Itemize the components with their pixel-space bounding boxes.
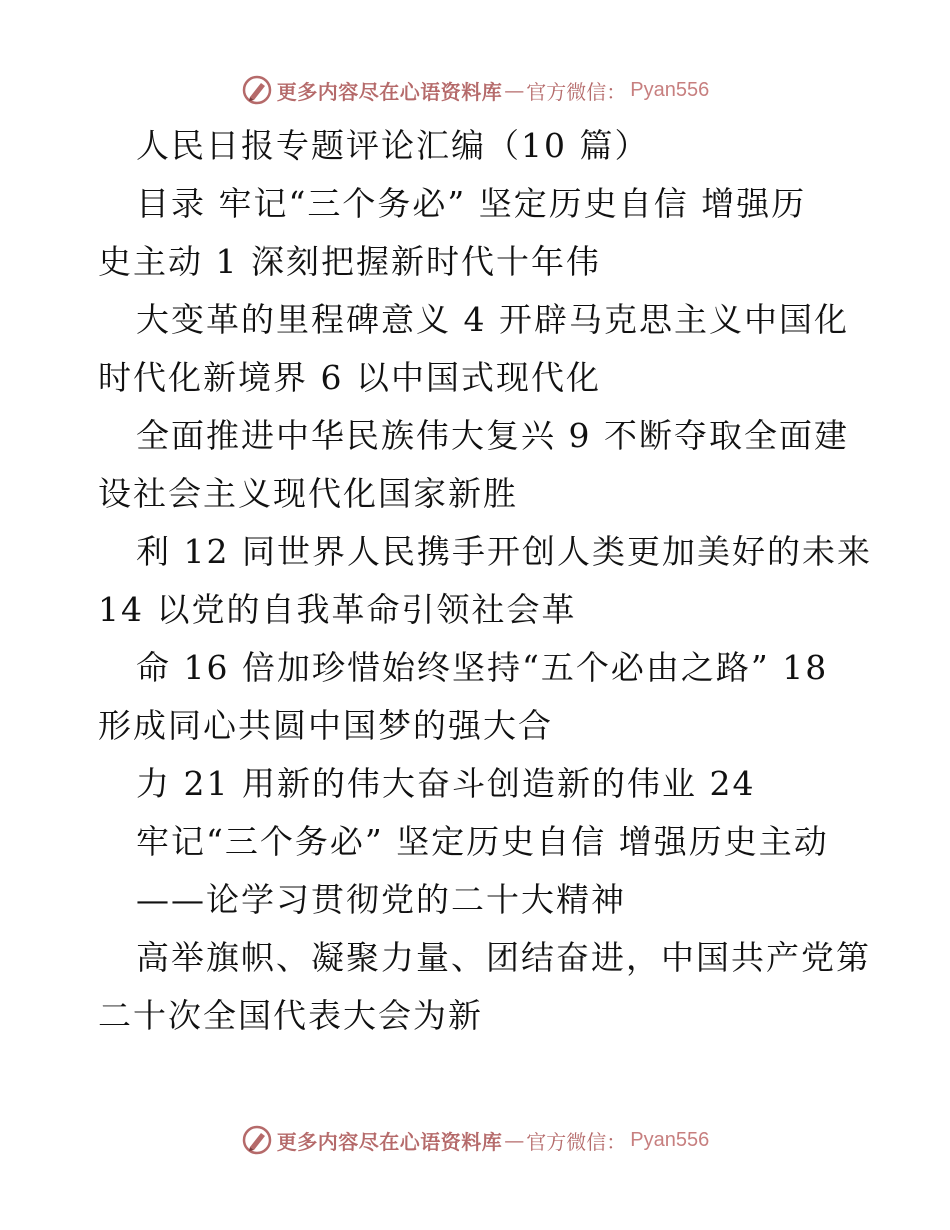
watermark-dash: — — [504, 78, 525, 102]
footer-watermark — [0, 1120, 950, 1160]
document-title: 人民日报专题评论汇编（10 篇） — [136, 126, 650, 165]
watermark-dash: — — [504, 1128, 525, 1152]
text-line: 史主动 1 深刻把握新时代十年伟 — [98, 242, 601, 281]
text-line: 利 12 同世界人民携手开创人类更加美好的未来 — [136, 532, 872, 571]
section-subheading: ——论学习贯彻党的二十大精神 — [136, 880, 626, 919]
text-line: 命 16 倍加珍惜始终坚持“五个必由之路” 18 — [136, 648, 829, 687]
text-line: 时代化新境界 6 以中国式现代化 — [98, 358, 601, 397]
text-line: 14 以党的自我革命引领社会革 — [98, 590, 577, 629]
text-line: 全面推进中华民族伟大复兴 9 不断夺取全面建 — [136, 416, 849, 455]
text-line: 形成同心共圆中国梦的强大合 — [98, 706, 553, 745]
watermark-text: 更多内容尽在心语资料库 — [276, 79, 503, 104]
document-body — [98, 117, 872, 1045]
pen-logo-icon — [241, 74, 273, 106]
text-line: 力 21 用新的伟大奋斗创造新的伟业 24 — [136, 764, 756, 803]
paragraph-line: 高举旗帜、凝聚力量、团结奋进，中国共产党第 — [136, 938, 871, 977]
watermark-label: 官方微信： — [526, 1129, 627, 1154]
text-line: 目录 牢记“三个务必” 坚定历史自信 增强历 — [136, 184, 807, 223]
text-line: 大变革的里程碑意义 4 开辟马克思主义中国化 — [136, 300, 849, 339]
pen-logo-icon — [241, 1124, 273, 1156]
text-line: 设社会主义现代化国家新胜 — [98, 474, 518, 513]
paragraph-line: 二十次全国代表大会为新 — [98, 996, 483, 1035]
watermark-account: Pyan556 — [630, 78, 710, 101]
watermark-label: 官方微信： — [526, 79, 627, 104]
watermark-account: Pyan556 — [630, 1128, 710, 1151]
watermark-text: 更多内容尽在心语资料库 — [276, 1129, 503, 1154]
header-watermark — [0, 70, 950, 110]
section-heading: 牢记“三个务必” 坚定历史自信 增强历史主动 — [136, 822, 829, 861]
